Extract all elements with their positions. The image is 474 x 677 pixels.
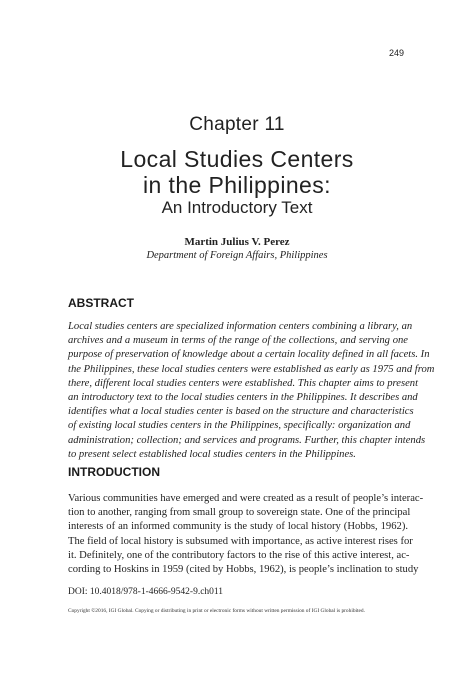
abstract-line: the Philippines, these local studies centers were established as early as 1975 and from <box>68 363 435 375</box>
abstract-line: archives and a museum in terms of the range of the collections, and serving one <box>68 335 408 347</box>
introduction-line: Various communities have emerged and were created as a result of people’s interac- <box>68 493 424 504</box>
abstract-line: to present select established local studies centers in the Philippines. <box>68 448 356 460</box>
abstract-line: administration; collection; and services and programs. Further, this chapter intends <box>68 434 426 446</box>
abstract-line: an introductory text to the local studies centers in the Philippines. It describes and <box>68 392 418 404</box>
introduction-line: cording to Hoskins in 1959 (cited by Hobbs, 1962), is people’s inclination to study <box>68 564 419 576</box>
abstract-line: there, different local studies centers were established. This chapter aims to present <box>68 377 419 389</box>
abstract-line: purpose of preservation of knowledge about a certain locality defined in all facets. In <box>68 349 430 361</box>
doi: DOI: 10.4018/978-1-4666-9542-9.ch011 <box>68 587 224 597</box>
chapter-title-line-2: in the Philippines: <box>143 172 331 198</box>
abstract-line: of existing local studies centers in the Philippines, specifically: organization and <box>68 420 411 432</box>
introduction-heading: INTRODUCTION <box>68 465 160 479</box>
chapter-label: Chapter 11 <box>189 114 285 135</box>
abstract-body <box>68 320 435 462</box>
page-number: 249 <box>388 48 404 58</box>
introduction-body <box>68 492 424 577</box>
chapter-subtitle: An Introductory Text <box>161 198 313 217</box>
introduction-line: it. Definitely, one of the contributory factors to the rise of this active interest, ac- <box>68 549 410 561</box>
chapter-title-line-1: Local Studies Centers <box>120 146 354 172</box>
author-affiliation: Department of Foreign Affairs, Philippines <box>146 250 328 261</box>
abstract-line: Local studies centers are specialized information centers combining a library, an <box>68 321 413 332</box>
abstract-line: identifies what a local studies center is based on the structure and characteristics <box>68 406 414 418</box>
introduction-line: The field of local history is subsumed with importance, as active interest rises for <box>68 535 413 547</box>
introduction-line: tion to another, ranging from small group to sovereign state. One of the principal <box>68 507 411 519</box>
introduction-line: interests of an informed community is the study of local history (Hobbs, 1962). <box>68 521 408 533</box>
abstract-heading: ABSTRACT <box>68 296 134 310</box>
author-name: Martin Julius V. Perez <box>184 236 290 248</box>
copyright-notice: Copyright ©2016, IGI Global. Copying or distributing in print or electronic forms without written permission of IGI Global is prohibited. <box>68 608 365 614</box>
